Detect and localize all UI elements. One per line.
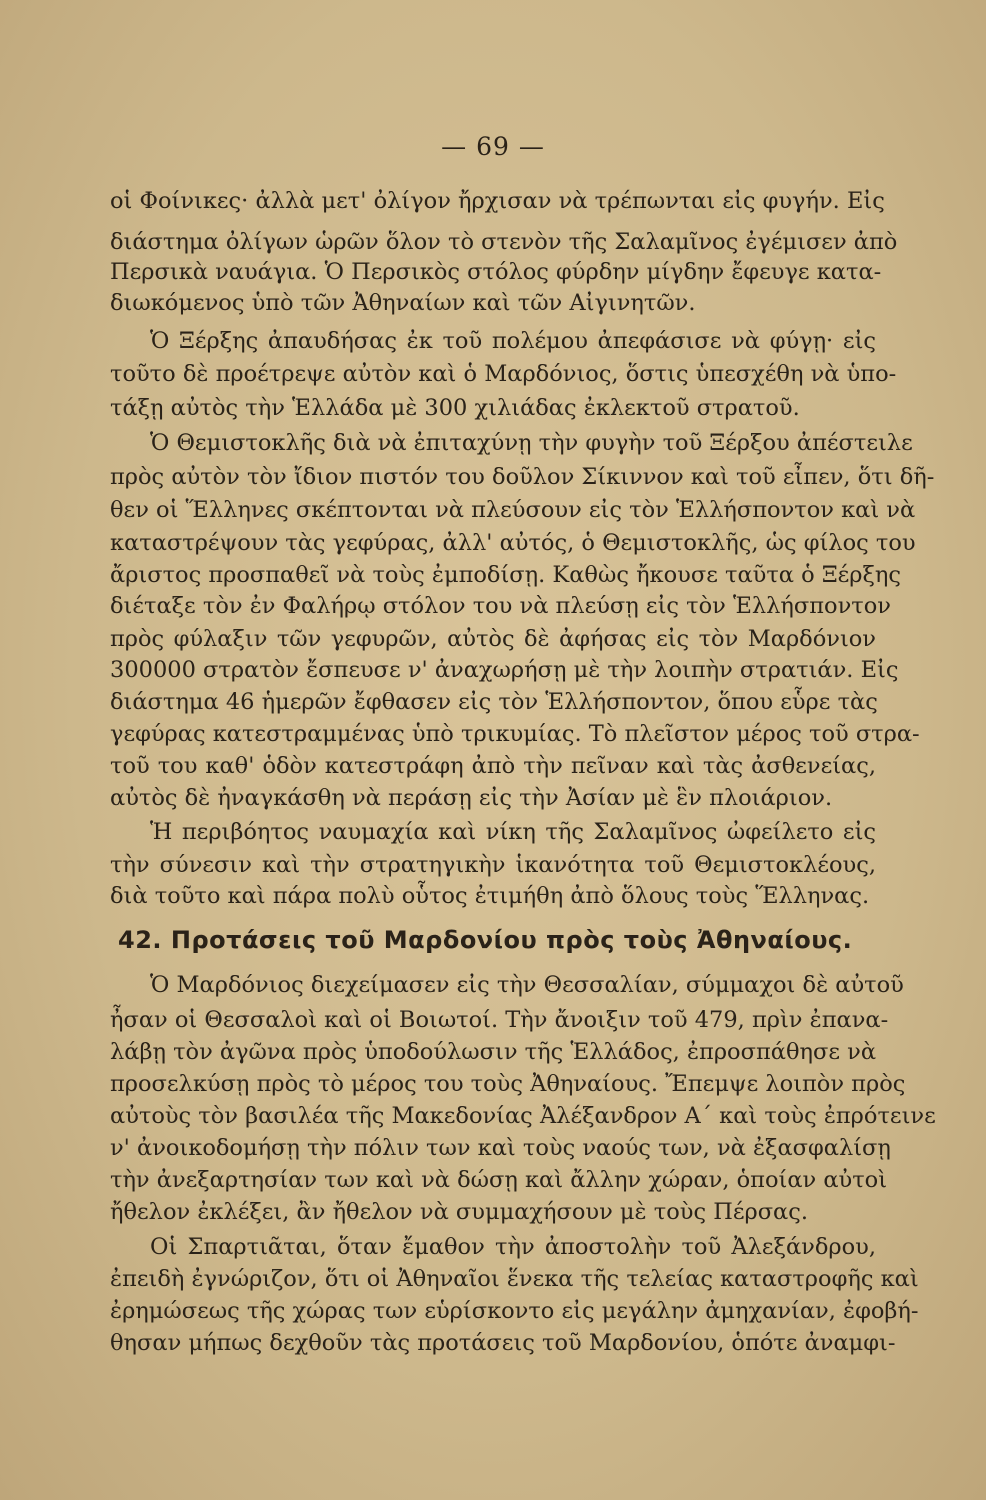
text-line: διέταξε τὸν ἐν Φαλήρῳ στόλον του νὰ πλεύσῃ εἰς τὸν Ἑλλήσποντον (110, 593, 891, 619)
paragraph-start-line: Ἡ περιβόητος ναυμαχία καὶ νίκη τῆς Σαλαμῖνος ὠφείλετο εἰς (150, 819, 876, 845)
section-heading: 42. Προτάσεις τοῦ Μαρδονίου πρὸς τοὺς Ἀθηναίους. (118, 926, 853, 954)
text-line: διωκόμενος ὑπὸ τῶν Ἀθηναίων καὶ τῶν Αἰγινητῶν. (110, 290, 696, 316)
text-line: γεφύρας κατεστραμμένας ὑπὸ τρικυμίας. Τὸ πλεῖστον μέρος τοῦ στρα- (110, 721, 920, 747)
text-line: τάξῃ αὐτὸς τὴν Ἑλλάδα μὲ 300 χιλιάδας ἐκλεκτοῦ στρατοῦ. (110, 395, 800, 421)
text-line: ἦσαν οἱ Θεσσαλοὶ καὶ οἱ Βοιωτοί. Τὴν ἄνοιξιν τοῦ 479, πρὶν ἐπανα- (110, 1007, 889, 1033)
text-line: θεν οἱ Ἕλληνες σκέπτονται νὰ πλεύσουν εἰς τὸν Ἑλλήσποντον καὶ νὰ (110, 497, 916, 523)
text-line: ἐρημώσεως τῆς χώρας των εὑρίσκοντο εἰς μεγάλην ἀμηχανίαν, ἐφοβή- (110, 1298, 919, 1324)
text-line: οἱ Φοίνικες· ἀλλὰ μετ' ὀλίγον ἤρχισαν νὰ τρέπωνται εἰς φυγήν. Εἰς (110, 188, 885, 214)
text-line: διάστημα ὀλίγων ὡρῶν ὅλον τὸ στενὸν τῆς Σαλαμῖνος ἐγέμισεν ἀπὸ (110, 229, 898, 255)
text-line: ἄριστος προσπαθεῖ νὰ τοὺς ἐμποδίσῃ. Καθὼς ἤκουσε ταῦτα ὁ Ξέρξης (110, 562, 902, 588)
text-line: τοῦ του καθ' ὁδὸν κατεστράφη ἀπὸ τὴν πεῖναν καὶ τὰς ἀσθενείας, (110, 753, 876, 779)
text-line: ἤθελον ἐκλέξει, ἂν ἤθελον νὰ συμμαχήσουν μὲ τοὺς Πέρσας. (110, 1199, 809, 1225)
text-line: διάστημα 46 ἡμερῶν ἔφθασεν εἰς τὸν Ἑλλήσποντον, ὅπου εὗρε τὰς (110, 689, 878, 715)
text-line: τοῦτο δὲ προέτρεψε αὐτὸν καὶ ὁ Μαρδόνιος, ὅστις ὑπεσχέθη νὰ ὑπο- (110, 361, 897, 387)
text-line: τὴν ἀνεξαρτησίαν των καὶ νὰ δώσῃ καὶ ἄλλην χώραν, ὁποίαν αὐτοὶ (110, 1167, 888, 1193)
text-line: λάβῃ τὸν ἀγῶνα πρὸς ὑποδούλωσιν τῆς Ἑλλάδος, ἐπροσπάθησε νὰ (110, 1039, 877, 1065)
text-line: διὰ τοῦτο καὶ πάρα πολὺ οὗτος ἐτιμήθη ἀπὸ ὅλους τοὺς Ἕλληνας. (110, 883, 870, 909)
text-line: αὐτὸς δὲ ἠναγκάσθη νὰ περάσῃ εἰς τὴν Ἀσίαν μὲ ἓν πλοιάριον. (110, 785, 833, 811)
text-line: καταστρέψουν τὰς γεφύρας, ἀλλ' αὐτός, ὁ Θεμιστοκλῆς, ὡς φίλος του (110, 530, 916, 556)
paragraph-start-line: Οἱ Σπαρτιᾶται, ὅταν ἔμαθον τὴν ἀποστολὴν τοῦ Ἀλεξάνδρου, (150, 1234, 876, 1260)
text-line: τὴν σύνεσιν καὶ τὴν στρατηγικὴν ἱκανότητα τοῦ Θεμιστοκλέους, (110, 852, 876, 878)
text-line: Περσικὰ ναυάγια. Ὁ Περσικὸς στόλος φύρδην μίγδην ἔφευγε κατα- (110, 259, 882, 285)
paragraph-start-line: Ὁ Θεμιστοκλῆς διὰ νὰ ἐπιταχύνῃ τὴν φυγὴν τοῦ Ξέρξου ἀπέστειλε (150, 430, 913, 456)
text-line: πρὸς φύλαξιν τῶν γεφυρῶν, αὐτὸς δὲ ἀφήσας εἰς τὸν Μαρδόνιον (110, 626, 876, 652)
text-line: θησαν μήπως δεχθοῦν τὰς προτάσεις τοῦ Μαρδονίου, ὁπότε ἀναμφι- (110, 1330, 896, 1356)
text-line: αὐτοὺς τὸν βασιλέα τῆς Μακεδονίας Ἀλέξανδρον Α΄ καὶ τοὺς ἐπρότεινε (110, 1103, 936, 1129)
page-number: — 69 — (441, 132, 545, 161)
text-line: ἐπειδὴ ἐγνώριζον, ὅτι οἱ Ἀθηναῖοι ἕνεκα τῆς τελείας καταστροφῆς καὶ (110, 1266, 919, 1292)
text-line: προσελκύσῃ πρὸς τὸ μέρος του τοὺς Ἀθηναίους. Ἔπεμψε λοιπὸν πρὸς (110, 1071, 906, 1097)
text-line: 300000 στρατὸν ἔσπευσε ν' ἀναχωρήσῃ μὲ τὴν λοιπὴν στρατιάν. Εἰς (110, 657, 899, 683)
text-line: ν' ἀνοικοδομήσῃ τὴν πόλιν των καὶ τοὺς ναούς των, νὰ ἐξασφαλίσῃ (110, 1135, 891, 1161)
text-line: πρὸς αὐτὸν τὸν ἴδιον πιστόν του δοῦλον Σίκιννον καὶ τοῦ εἶπεν, ὅτι δῆ- (110, 464, 935, 490)
paragraph-start-line: Ὁ Μαρδόνιος διεχείμασεν εἰς τὴν Θεσσαλίαν, σύμμαχοι δὲ αὐτοῦ (150, 972, 904, 998)
paragraph-start-line: Ὁ Ξέρξης ἀπαυδήσας ἐκ τοῦ πολέμου ἀπεφάσισε νὰ φύγῃ· εἰς (150, 328, 876, 354)
